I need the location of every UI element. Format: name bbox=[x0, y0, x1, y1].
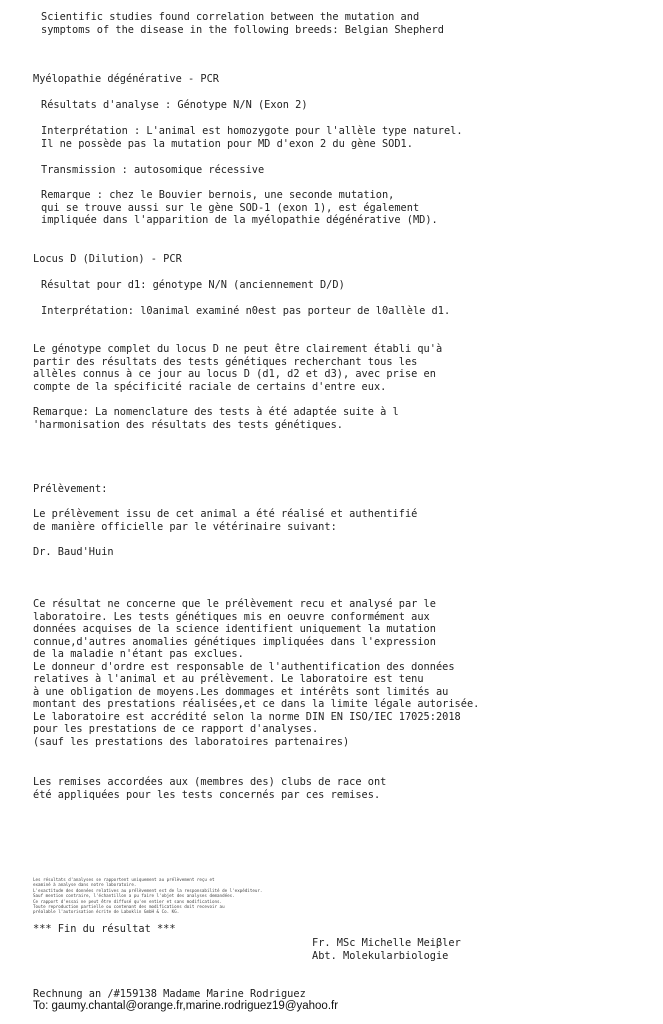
locus-d-remark-line: Remarque: La nomenclature des tests à été adaptée suite à l bbox=[33, 406, 399, 418]
signer-department: Abt. Molekularbiologie bbox=[312, 949, 449, 962]
locus-d-remark-line: 'harmonisation des résultats des tests génétiques. bbox=[33, 418, 343, 431]
disclaimer-line: relatives à l'animal et au prélèvement. Le laboratoire est tenu bbox=[33, 673, 424, 685]
intro-line: Scientific studies found correlation between the mutation and bbox=[41, 11, 420, 23]
locus-d-note bbox=[33, 343, 442, 393]
recipients-line: To: gaumy.chantal@orange.fr,marine.rodriguez19@yahoo.fr bbox=[33, 1000, 339, 1012]
fine-print-line: examiné à analyse dans notre laboratoire. bbox=[33, 882, 137, 888]
md-remark-line: Remarque : chez le Bouvier bernois, une seconde mutation, bbox=[41, 189, 395, 201]
md-transmission: Transmission : autosomique récessive bbox=[41, 164, 265, 176]
disclaimer-line: laboratoire. Les tests génétiques mis en oeuvre conformément aux bbox=[33, 610, 430, 623]
disclaimer-line: de la maladie n'étant pas exclues. bbox=[33, 648, 244, 660]
sampling-text-line: de manière officielle par le vétérinaire suivant: bbox=[33, 520, 337, 533]
discount-line: Les remises accordées aux (membres des) clubs de race ont bbox=[33, 776, 387, 788]
fine-print-line: préalable l'autorisation écrite de Laboklin GmbH & Co. KG. bbox=[33, 909, 180, 915]
disclaimer-line: (sauf les prestations des laboratoires partenaires) bbox=[33, 735, 350, 748]
locus-d-note-line: compte de la spécificité raciale de certains d'entre eux. bbox=[33, 380, 387, 393]
intro-paragraph bbox=[41, 11, 444, 36]
veterinarian-name: Dr. Baud'Huin bbox=[33, 546, 114, 558]
disclaimer-line: pour les prestations de ce rapport d'analyses. bbox=[33, 723, 319, 735]
md-remark-line: qui se trouve aussi sur le gène SOD-1 (exon 1), est également bbox=[41, 201, 420, 214]
md-remark-line: impliquée dans l'apparition de la myélopathie dégénérative (MD). bbox=[41, 214, 438, 226]
locus-d-note-line: allèles connus à ce jour au locus D (d1, d2 et d3), avec prise en bbox=[33, 368, 436, 380]
sampling-title: Prélèvement: bbox=[33, 483, 108, 495]
intro-line: symptoms of the disease in the following breeds: Belgian Shepherd bbox=[41, 23, 444, 36]
signer-name: Fr. MSc Michelle Meiβler bbox=[312, 937, 461, 949]
locus-d-note-line: partir des résultats des tests génétiques recherchant tous les bbox=[33, 355, 418, 368]
signature-block bbox=[312, 937, 461, 962]
locus-d-note-line: Le génotype complet du locus D ne peut être clairement établi qu'à bbox=[33, 343, 443, 355]
fine-print-line: Les résultats d'analyses se rapportent uniquement au prélèvement reçu et bbox=[33, 877, 215, 882]
fine-print-line: Sauf mention contraire, l'échantillon a pu faire l'objet des analyses demandées. bbox=[33, 893, 235, 899]
disclaimer-line: Le laboratoire est accrédité selon la norme DIN EN ISO/IEC 17025:2018 bbox=[33, 710, 461, 723]
fine-print-line: Toute reproduction partielle ou contenant des modifications doit recevoir au bbox=[33, 904, 225, 910]
md-interpretation bbox=[41, 125, 463, 150]
discount-paragraph bbox=[33, 776, 386, 801]
sampling-text bbox=[33, 508, 417, 533]
locus-d-section-title: Locus D (Dilution) - PCR bbox=[33, 253, 182, 265]
disclaimer-line: Ce résultat ne concerne que le prélèvement recu et analysé par le bbox=[33, 598, 436, 610]
discount-line: été appliquées pour les tests concernés par ces remises. bbox=[33, 788, 381, 801]
fine-print bbox=[33, 877, 262, 915]
md-interpretation-line: Interprétation : L'animal est homozygote pour l'allèle type naturel. bbox=[41, 125, 463, 137]
fine-print-line: Ce rapport d'essai ne peut être diffusé qu'en entier et sans modifications. bbox=[33, 898, 223, 904]
invoice-line: Rechnung an /#159138 Madame Marine Rodriguez bbox=[33, 988, 306, 1000]
md-interpretation-line: Il ne possède pas la mutation pour MD d'exon 2 du gène SOD1. bbox=[41, 137, 413, 150]
sampling-text-line: Le prélèvement issu de cet animal a été réalisé et authentifié bbox=[33, 508, 418, 520]
disclaimer-line: à une obligation de moyens.Les dommages et intérêts sont limités au bbox=[33, 685, 449, 698]
md-remark bbox=[41, 189, 438, 227]
disclaimer-paragraph bbox=[33, 598, 479, 748]
disclaimer-line: connue,d'autres anomalies génétiques impliquées dans l'expression bbox=[33, 635, 436, 648]
md-result: Résultats d'analyse : Génotype N/N (Exon 2) bbox=[41, 99, 308, 111]
locus-d-remark bbox=[33, 406, 399, 431]
locus-d-interpretation: Interprétation: l0animal examiné n0est pas porteur de l0allèle d1. bbox=[41, 305, 451, 317]
disclaimer-line: données acquises de la science identifient uniquement la mutation bbox=[33, 623, 436, 635]
locus-d-result: Résultat pour d1: génotype N/N (anciennement D/D) bbox=[41, 279, 345, 291]
disclaimer-line: Le donneur d'ordre est responsable de l'authentification des données bbox=[33, 660, 455, 673]
disclaimer-line: montant des prestations réalisées,et ce dans la limite légale autorisée. bbox=[33, 698, 480, 710]
end-of-result-marker: *** Fin du résultat *** bbox=[33, 923, 176, 935]
fine-print-line: L'exactitude des données relatives au prélèvement est de la responsabilité de l'expéditeur. bbox=[33, 887, 263, 893]
md-section-title: Myélopathie dégénérative - PCR bbox=[33, 73, 219, 85]
